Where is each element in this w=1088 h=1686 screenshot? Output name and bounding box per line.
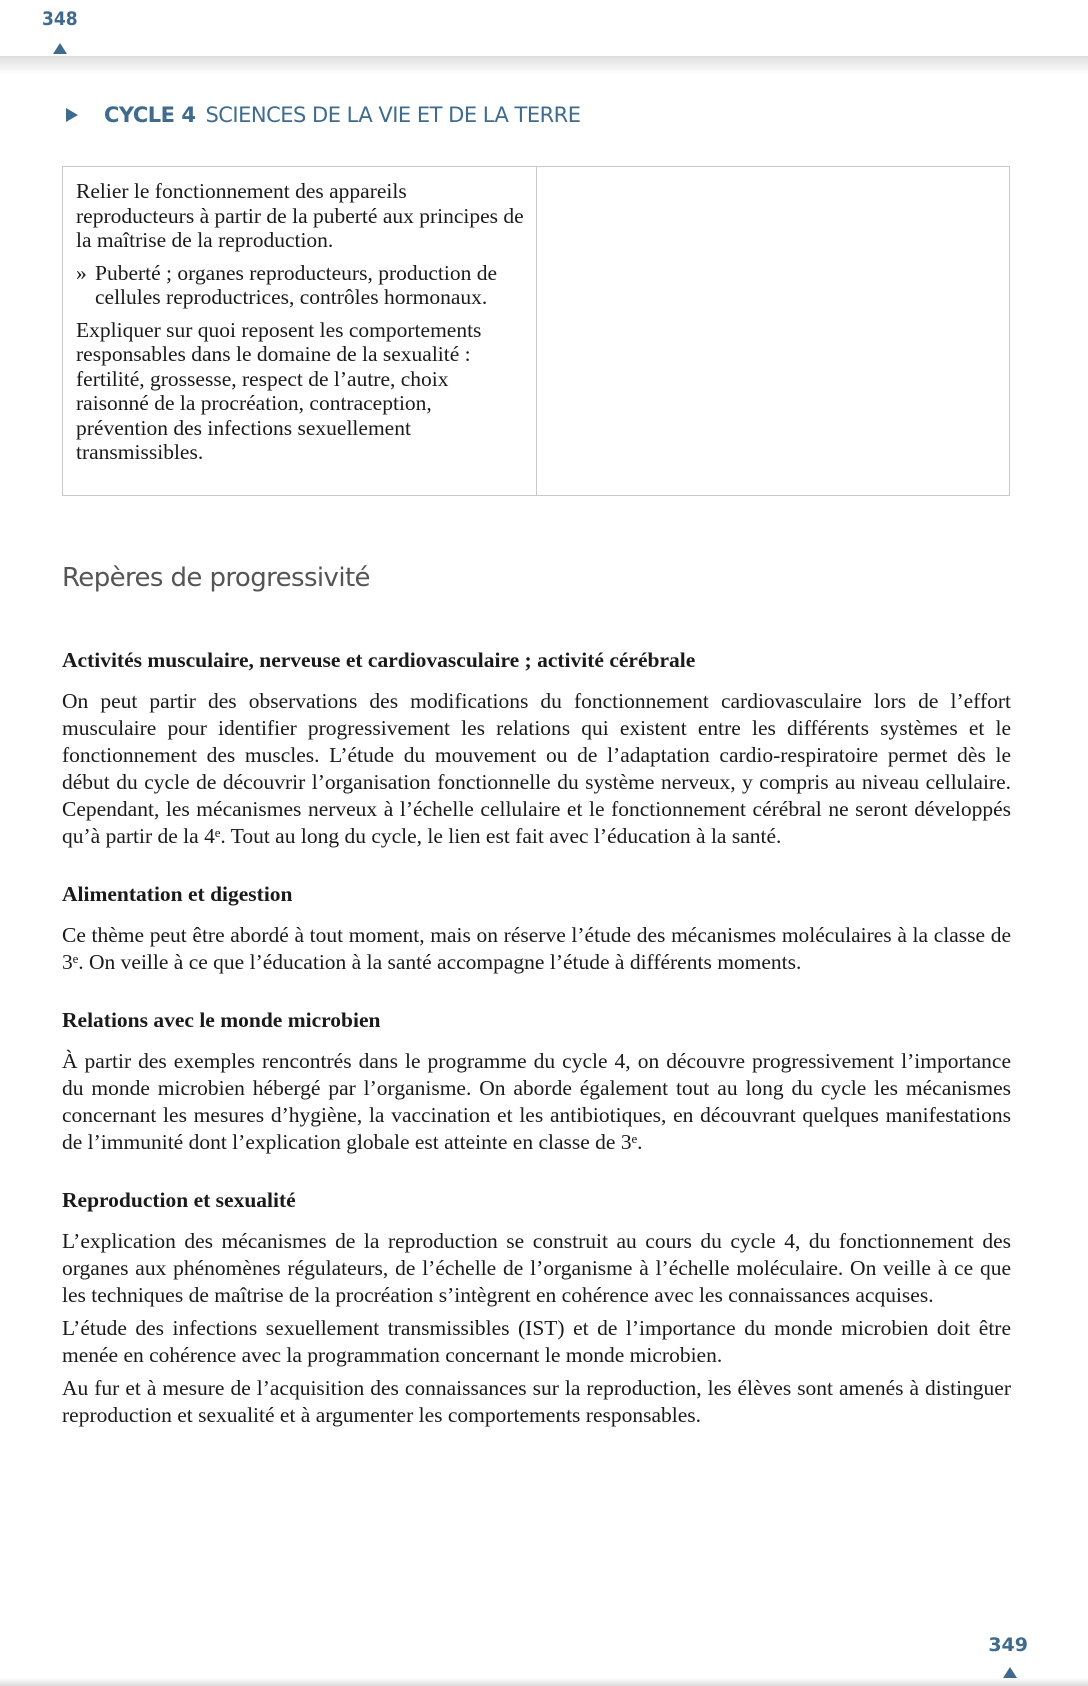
topic-title: Alimentation et digestion bbox=[62, 882, 293, 906]
competency-paragraph-2: Expliquer sur quoi reposent les comportements responsables dans le domaine de la sexualité : fertilité, grossesse, respect de l’autre, choix raisonné de la procréation, contraception, prévention des infections sexuellement transmissibles. bbox=[76, 317, 482, 464]
topic-title: Reproduction et sexualité bbox=[62, 1188, 296, 1212]
topic-paragraph: Au fur et à mesure de l’acquisition des connaissances sur la reproduction, les élèves sont amenés à distinguer reproduction et sexualité et à argumenter les comportements responsables. bbox=[62, 1376, 1011, 1427]
topic-paragraph: L’explication des mécanismes de la reproduction se construit au cours du cycle 4, du fonctionnement des organes aux phénomènes régulateurs, de l’échelle de l’organisme à l’échelle moléculaire. On veille à ce que les techniques de maîtrise de la procréation s’intègrent en cohérence avec les connaissances acquises. bbox=[62, 1229, 1011, 1307]
page-number-bottom: 349 bbox=[988, 1634, 1028, 1656]
cycle-label: CYCLE 4 bbox=[104, 103, 196, 127]
topic-activites bbox=[62, 647, 1011, 850]
competency-table-left-cell bbox=[63, 167, 537, 495]
topic-alimentation bbox=[62, 881, 1011, 976]
page-number-top: 348 bbox=[42, 8, 78, 30]
topic-paragraph: L’étude des infections sexuellement transmissibles (IST) et de l’importance du monde microbien doit être menée en cohérence avec la programmation concernant le monde microbien. bbox=[62, 1316, 1011, 1367]
competency-paragraph-1: Relier le fonctionnement des appareils reproducteurs à partir de la puberté aux principes de la maîtrise de la reproduction. bbox=[76, 179, 524, 252]
triangle-right-icon bbox=[66, 108, 78, 122]
topic-title: Activités musculaire, nerveuse et cardiovasculaire ; activité cérébrale bbox=[62, 648, 696, 672]
bullet-marker: » bbox=[76, 260, 87, 285]
topic-microbien bbox=[62, 1007, 1011, 1156]
top-divider bbox=[0, 56, 1088, 74]
competency-table-right-cell bbox=[537, 167, 1009, 495]
competency-bullet-text: Puberté ; organes reproducteurs, production de cellules reproductrices, contrôles hormonaux. bbox=[95, 260, 498, 309]
triangle-up-icon bbox=[1003, 1667, 1017, 1678]
cycle-header bbox=[66, 103, 581, 127]
competency-table bbox=[62, 166, 1010, 496]
section-title: Repères de progressivité bbox=[62, 563, 370, 593]
topic-reproduction bbox=[62, 1187, 1011, 1429]
topic-paragraph: On peut partir des observations des modifications du fonctionnement cardiovasculaire lors de l’effort musculaire pour identifier progressivement les relations qui existent entre les différents systèmes et le fonctionnement des muscles. L’étude du mouvement ou de l’adaptation cardio-respiratoire permet dès le début du cycle de découvrir l’organisation fonctionnelle du système nerveux, y compris au niveau cellulaire. Cependant, les mécanismes nerveux à l’échelle cellulaire et le fonctionnement cérébral ne seront développés qu’à partir de la 4ᵉ. Tout au long du cycle, le lien est fait avec l’éducation à la santé. bbox=[62, 689, 1011, 848]
competency-bullet bbox=[76, 261, 524, 310]
progressivity-content bbox=[62, 647, 1011, 1429]
topic-paragraph: Ce thème peut être abordé à tout moment, mais on réserve l’étude des mécanismes moléculaires à la classe de 3ᵉ. On veille à ce que l’éducation à la santé accompagne l’étude à différents moments. bbox=[62, 923, 1011, 974]
topic-title: Relations avec le monde microbien bbox=[62, 1008, 381, 1032]
subject-label: SCIENCES DE LA VIE ET DE LA TERRE bbox=[205, 103, 581, 127]
topic-paragraph: À partir des exemples rencontrés dans le programme du cycle 4, on découvre progressivement l’importance du monde microbien hébergé par l’organisme. On aborde également tout au long du cycle les mécanismes concernant les mesures d’hygiène, la vaccination et les antibiotiques, en découvrant quelques manifestations de l’immunité dont l’explication globale est atteinte en classe de 3ᵉ. bbox=[62, 1049, 1011, 1154]
bottom-divider bbox=[0, 1678, 1088, 1686]
triangle-up-icon bbox=[53, 43, 67, 54]
